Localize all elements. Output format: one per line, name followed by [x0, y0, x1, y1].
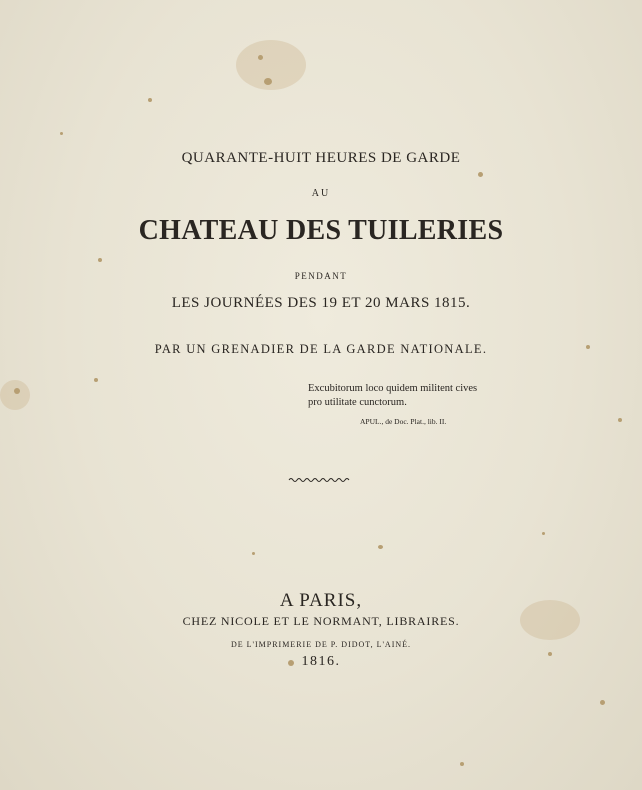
imprint-publisher: CHEZ NICOLE ET LE NORMANT, LIBRAIRES. [182, 614, 460, 628]
title-pendant: PENDANT [294, 271, 348, 281]
foxing-spot [542, 532, 545, 535]
foxing-stain [0, 380, 30, 410]
imprint-printer: DE L'IMPRIMERIE DE P. DIDOT, L'AINÉ. [230, 640, 412, 649]
foxing-spot [618, 418, 622, 422]
foxing-spot [252, 552, 255, 555]
foxing-spot [460, 762, 464, 766]
title-line-2: AU [311, 188, 331, 199]
epigraph [308, 382, 477, 410]
foxing-spot [264, 78, 272, 85]
epigraph-line-1: Excubitorum loco quidem militent cives [308, 383, 478, 394]
foxing-spot [98, 258, 102, 262]
imprint-year: 1816. [301, 654, 341, 669]
main-title: CHATEAU DES TUILERIES [138, 215, 504, 246]
imprint-city: A PARIS, [279, 590, 363, 611]
foxing-spot [478, 172, 483, 177]
foxing-spot [60, 132, 63, 135]
foxing-spot [94, 378, 98, 382]
epigraph-source: APUL., de Doc. Plat., lib. II. [360, 417, 447, 426]
foxing-spot [14, 388, 20, 394]
title-dates: LES JOURNÉES DES 19 ET 20 MARS 1815. [171, 295, 471, 311]
epigraph-line-2: pro utilitate cunctorum. [308, 397, 407, 408]
foxing-spot [600, 700, 605, 705]
foxing-spot [148, 98, 152, 102]
foxing-spot [258, 55, 263, 60]
author-line: PAR UN GRENADIER DE LA GARDE NATIONALE. [154, 342, 488, 356]
title-line-1: QUARANTE-HUIT HEURES DE GARDE [181, 150, 461, 166]
ornament-rule [288, 476, 350, 484]
foxing-spot [378, 545, 383, 549]
